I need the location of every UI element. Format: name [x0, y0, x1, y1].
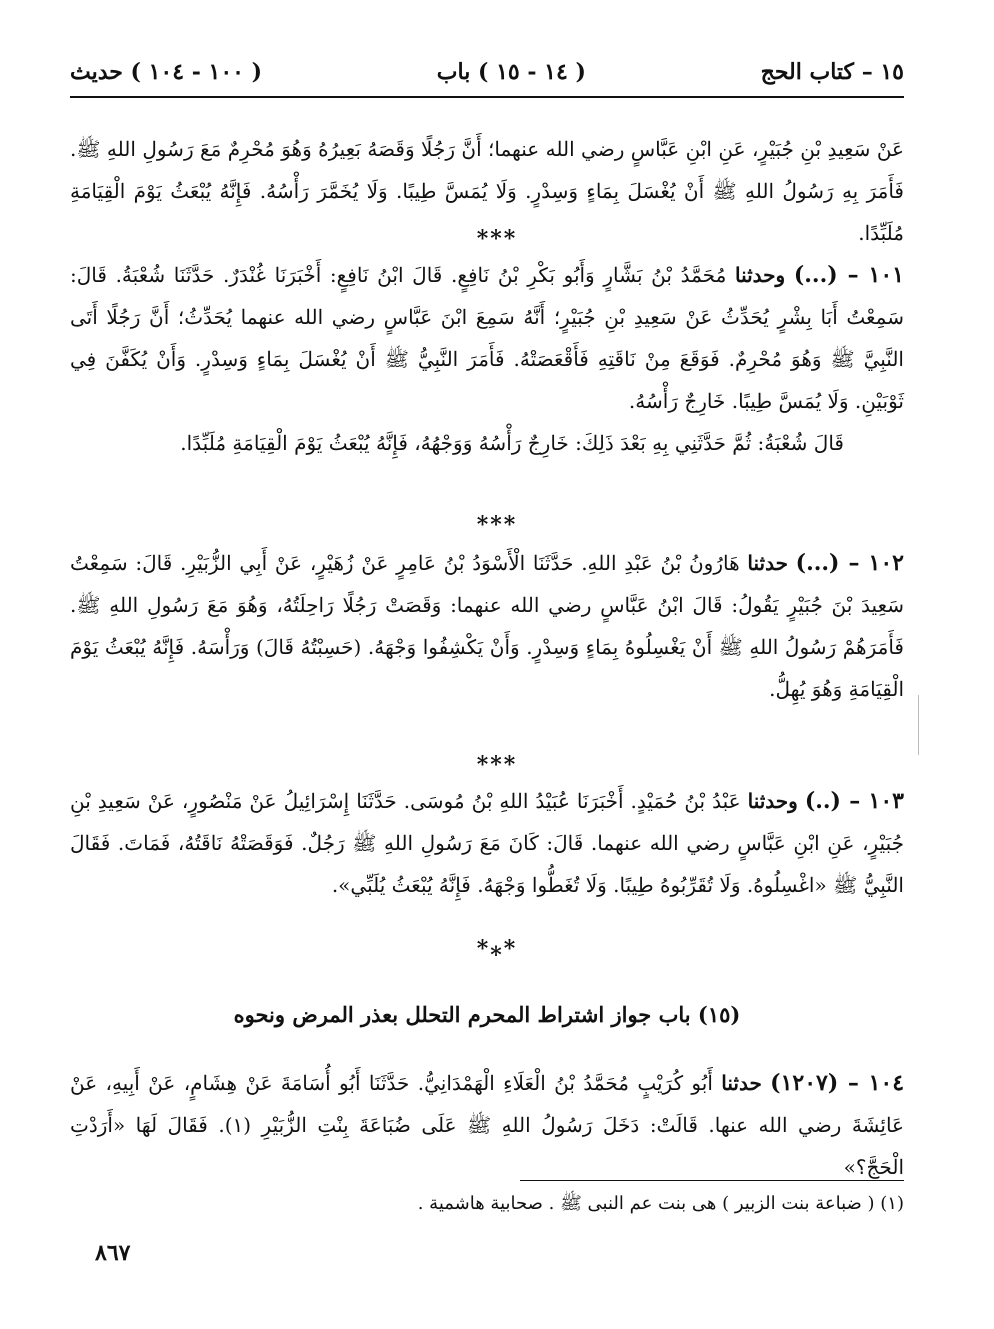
- hadith-101: [70, 254, 904, 464]
- hadith-101-intro: وحدثنا: [734, 263, 786, 287]
- hadith-102-text: هَارُونُ بْنُ عَبْدِ اللهِ. حَدَّثَنَا الْأَسْوَدُ بْنُ عَامِرٍ عَنْ زُهَيْرٍ، عَنْ أَبِي الزُّبَيْرِ. قَالَ: سَمِعْتُ سَعِيدَ بْنَ جُبَيْرٍ يَقُولُ: قَالَ ابْنُ عَبَّاسٍ رضي الله عنهما: وَقَصَتْ رَجُلًا رَاحِلَتُهُ، وَهُوَ مَعَ رَسُولِ اللهِ ﷺ. فَأَمَرَهُمْ رَسُولُ اللهِ ﷺ أَنْ يَغْسِلُوهُ بِمَاءٍ وَسِدْرٍ. وَأَنْ يَكْشِفُوا وَجْهَهُ. (حَسِبْتُهُ قَالَ) وَرَأْسَهُ. فَإِنَّهُ يُبْعَثُ يَوْمَ الْقِيَامَةِ وَهُوَ يُهِلُّ.: [70, 551, 904, 701]
- hadith-104-text: أَبُو كُرَيْبٍ مُحَمَّدُ بْنُ الْعَلَاءِ الْهَمْدَانِيُّ. حَدَّثَنَا أَبُو أُسَامَةَ عَنْ هِشَامٍ، عَنْ أَبِيهِ، عَنْ عَائِشَةَ رضي الله عنها. قَالَتْ: دَخَلَ رَسُولُ اللهِ ﷺ عَلَى ضُبَاعَةَ بِنْتِ الزُّبَيْرِ (١). فَقَالَ لَهَا «أَرَدْتِ الْحَجَّ؟»: [70, 1071, 904, 1179]
- header-book-title: ١٥ – كتاب الحج: [760, 59, 904, 85]
- hadith-103-number: ١٠٣ – (..): [804, 788, 904, 814]
- page-header: [70, 52, 904, 92]
- header-hadith-range: ( ١٠٠ - ١٠٤ ) حديث: [70, 59, 263, 85]
- hadith-102-intro: حدثنا: [747, 551, 788, 575]
- margin-mark: [918, 695, 919, 755]
- hadith-103: [70, 780, 904, 906]
- hadith-104: [70, 1062, 904, 1188]
- separator-stars-1: ***: [476, 226, 518, 252]
- footnote: (١) ( ضباعة بنت الزبير ) هى بنت عم النبى ﷺ . صحابية هاشمية .: [417, 1193, 904, 1214]
- hadith-103-text: عَبْدُ بْنُ حُمَيْدٍ. أَخْبَرَنَا عُبَيْدُ اللهِ بْنُ مُوسَى. حَدَّثَنَا إِسْرَائِيلُ عَنْ مَنْصُورٍ، عَنْ سَعِيدِ بْنِ جُبَيْرٍ، عَنِ ابْنِ عَبَّاسٍ رضي الله عنهما. قَالَ: كَانَ مَعَ رَسُولِ اللهِ ﷺ رَجُلٌ. فَوَقَصَتْهُ نَاقَتُهُ، فَمَاتَ. فَقَالَ النَّبِيُّ ﷺ «اغْسِلُوهُ. وَلَا تُقَرِّبُوهُ طِيبًا. وَلَا تُغَطُّوا وَجْهَهُ. فَإِنَّهُ يُبْعَثُ يُلَبِّي».: [70, 789, 904, 897]
- hadith-101-shuba-note: قَالَ شُعْبَةُ: ثُمَّ حَدَّثَنِي بِهِ بَعْدَ ذَلِكَ: خَارِجٌ رَأْسُهُ وَوَجْهُهُ، فَإِنَّهُ يُبْعَثُ يَوْمَ الْقِيَامَةِ مُلَبِّدًا.: [180, 431, 844, 455]
- separator-stars-3: ***: [476, 752, 518, 778]
- chapter-heading: (١٥) باب جواز اشتراط المحرم التحلل بعذر المرض ونحوه: [233, 1002, 741, 1027]
- hadith-102-number: ١٠٢ – (...): [795, 550, 904, 576]
- header-chapter-range: ( ١٤ - ١٥ ) باب: [436, 59, 586, 85]
- hadith-104-intro: حدثنا: [721, 1071, 762, 1095]
- header-divider: [70, 96, 904, 98]
- section-end-stars: *⁎*: [476, 936, 518, 962]
- footnote-divider: [520, 1180, 904, 1181]
- hadith-104-number: ١٠٤ – (١٢٠٧): [770, 1070, 905, 1096]
- hadith-101-text: مُحَمَّدُ بْنُ بَشَّارٍ وَأَبُو بَكْرِ بْنُ نَافِعٍ. قَالَ ابْنُ نَافِعٍ: أَخْبَرَنَا غُنْدَرٌ. حَدَّثَنَا شُعْبَةُ. قَالَ: سَمِعْتُ أَبَا بِشْرٍ يُحَدِّثُ عَنْ سَعِيدِ بْنِ جُبَيْرٍ؛ أَنَّهُ سَمِعَ ابْنَ عَبَّاسٍ رضي الله عنهما يُحَدِّثُ؛ أَنَّ رَجُلًا أَتَى النَّبِيَّ ﷺ وَهُوَ مُحْرِمٌ. فَوَقَعَ مِنْ نَاقَتِهِ فَأَقْعَصَتْهُ. فَأَمَرَ النَّبِيُّ ﷺ أَنْ يُغْسَلَ بِمَاءٍ وَسِدْرٍ. وَأَنْ يُكَفَّنَ فِي ثَوْبَيْنِ. وَلَا يُمَسَّ طِيبًا. خَارِجٌ رَأْسُهُ.: [70, 263, 904, 413]
- hadith-100-text: عَنْ سَعِيدِ بْنِ جُبَيْرٍ، عَنِ ابْنِ عَبَّاسٍ رضي الله عنهما؛ أَنَّ رَجُلًا وَقَصَهُ بَعِيرُهُ وَهُوَ مُحْرِمٌ مَعَ رَسُولِ اللهِ ﷺ. فَأَمَرَ بِهِ رَسُولُ اللهِ ﷺ أَنْ يُغْسَلَ بِمَاءٍ وَسِدْرٍ. وَلَا يُمَسَّ طِيبًا. وَلَا يُخَمَّرَ رَأْسُهُ. فَإِنَّهُ يُبْعَثُ يَوْمَ الْقِيَامَةِ مُلَبِّدًا.: [70, 137, 904, 245]
- separator-stars-2: ***: [476, 512, 518, 538]
- hadith-103-intro: وحدثنا: [747, 789, 798, 813]
- hadith-101-number: ١٠١ – (...): [793, 262, 904, 288]
- hadith-102: [70, 542, 904, 710]
- page-number: ٨٦٧: [95, 1240, 131, 1266]
